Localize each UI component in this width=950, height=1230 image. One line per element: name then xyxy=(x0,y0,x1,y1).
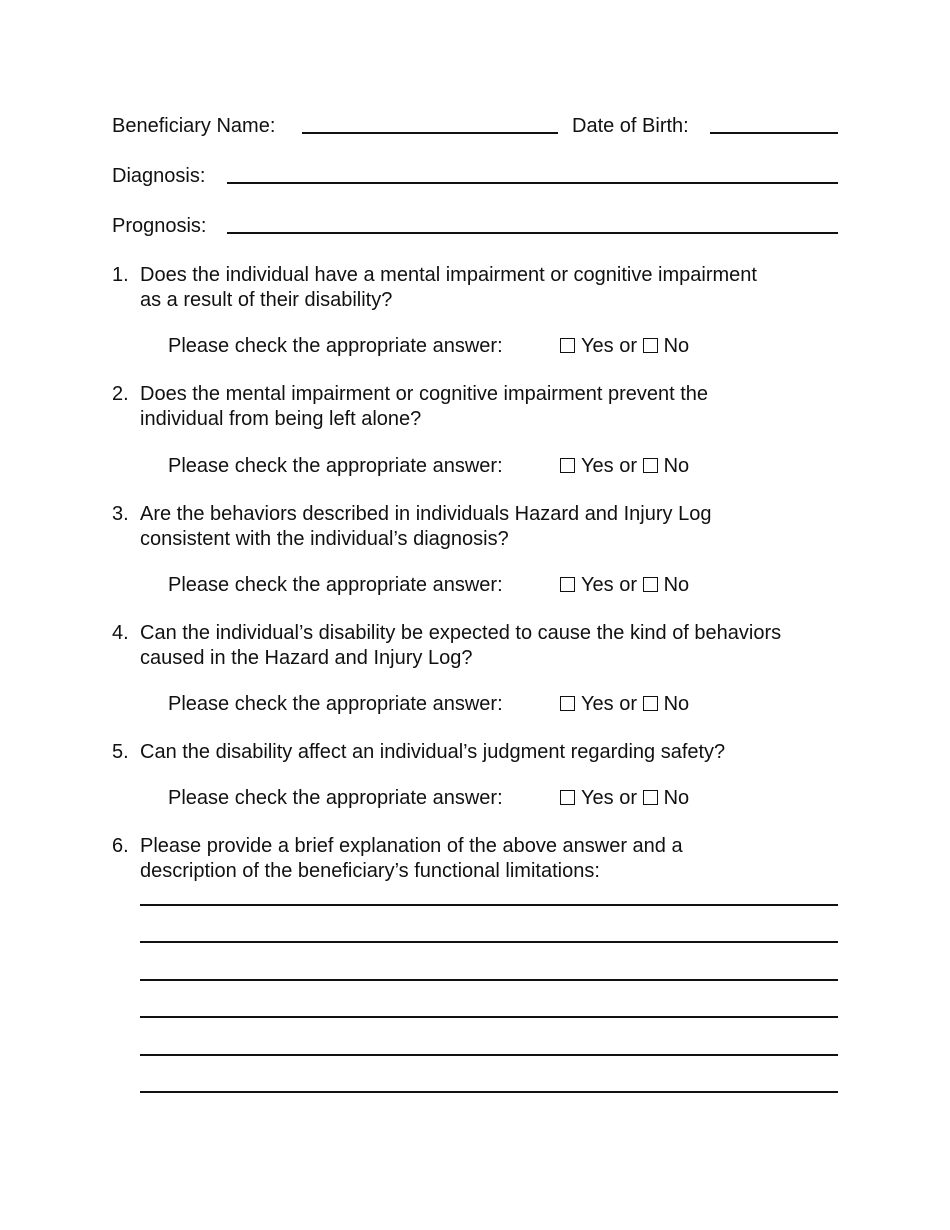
answer-row-1 xyxy=(168,334,690,358)
yes-checkbox[interactable] xyxy=(560,458,575,473)
explanation-line[interactable] xyxy=(140,941,838,943)
question-1-line2: as a result of their disability? xyxy=(140,289,393,311)
no-checkbox[interactable] xyxy=(643,458,658,473)
question-number: 2. xyxy=(112,383,129,405)
question-6-line1: Please provide a brief explanation of the above answer and a xyxy=(140,835,683,857)
or-label: or xyxy=(619,574,637,596)
diagnosis-label: Diagnosis: xyxy=(112,165,206,187)
answer-prompt: Please check the appropriate answer: xyxy=(168,574,503,596)
question-3-line1: Are the behaviors described in individuals Hazard and Injury Log xyxy=(140,503,712,525)
answer-prompt: Please check the appropriate answer: xyxy=(168,455,503,477)
yes-label: Yes xyxy=(581,693,614,715)
dob-field[interactable] xyxy=(710,132,838,134)
yes-checkbox[interactable] xyxy=(560,338,575,353)
answer-row-4 xyxy=(168,692,690,716)
no-label: No xyxy=(663,335,690,357)
no-label: No xyxy=(663,787,690,809)
prognosis-label: Prognosis: xyxy=(112,215,207,237)
question-2-line2: individual from being left alone? xyxy=(140,408,422,430)
or-label: or xyxy=(619,335,637,357)
question-5-line1: Can the disability affect an individual’s judgment regarding safety? xyxy=(140,741,726,763)
yes-label: Yes xyxy=(581,335,614,357)
question-number: 1. xyxy=(112,264,129,286)
yes-label: Yes xyxy=(581,574,614,596)
question-6-line2: description of the beneficiary’s functional limitations: xyxy=(140,860,600,882)
explanation-line[interactable] xyxy=(140,1016,838,1018)
no-label: No xyxy=(663,693,690,715)
no-checkbox[interactable] xyxy=(643,338,658,353)
explanation-line[interactable] xyxy=(140,979,838,981)
no-label: No xyxy=(663,574,690,596)
yes-checkbox[interactable] xyxy=(560,696,575,711)
answer-prompt: Please check the appropriate answer: xyxy=(168,787,503,809)
no-checkbox[interactable] xyxy=(643,790,658,805)
explanation-line[interactable] xyxy=(140,1054,838,1056)
question-2-line1: Does the mental impairment or cognitive impairment prevent the xyxy=(140,383,709,405)
yes-checkbox[interactable] xyxy=(560,577,575,592)
question-number: 6. xyxy=(112,835,129,857)
answer-row-2 xyxy=(168,454,690,478)
no-checkbox[interactable] xyxy=(643,577,658,592)
beneficiary-name-field[interactable] xyxy=(302,132,558,134)
yes-label: Yes xyxy=(581,787,614,809)
question-number: 3. xyxy=(112,503,129,525)
question-4-line2: caused in the Hazard and Injury Log? xyxy=(140,647,473,669)
or-label: or xyxy=(619,693,637,715)
yes-label: Yes xyxy=(581,455,614,477)
or-label: or xyxy=(619,455,637,477)
question-4-line1: Can the individual’s disability be expected to cause the kind of behaviors xyxy=(140,622,782,644)
answer-row-3 xyxy=(168,573,690,597)
question-1-line1: Does the individual have a mental impairment or cognitive impairment xyxy=(140,264,757,286)
prognosis-field[interactable] xyxy=(227,232,838,234)
diagnosis-field[interactable] xyxy=(227,182,838,184)
explanation-line[interactable] xyxy=(140,904,838,906)
explanation-line[interactable] xyxy=(140,1091,838,1093)
answer-prompt: Please check the appropriate answer: xyxy=(168,335,503,357)
beneficiary-name-label: Beneficiary Name: xyxy=(112,115,276,137)
answer-prompt: Please check the appropriate answer: xyxy=(168,693,503,715)
question-3-line2: consistent with the individual’s diagnosis? xyxy=(140,528,509,550)
yes-checkbox[interactable] xyxy=(560,790,575,805)
or-label: or xyxy=(619,787,637,809)
no-label: No xyxy=(663,455,690,477)
answer-row-5 xyxy=(168,786,690,810)
question-number: 5. xyxy=(112,741,129,763)
no-checkbox[interactable] xyxy=(643,696,658,711)
question-number: 4. xyxy=(112,622,129,644)
dob-label: Date of Birth: xyxy=(572,115,689,137)
